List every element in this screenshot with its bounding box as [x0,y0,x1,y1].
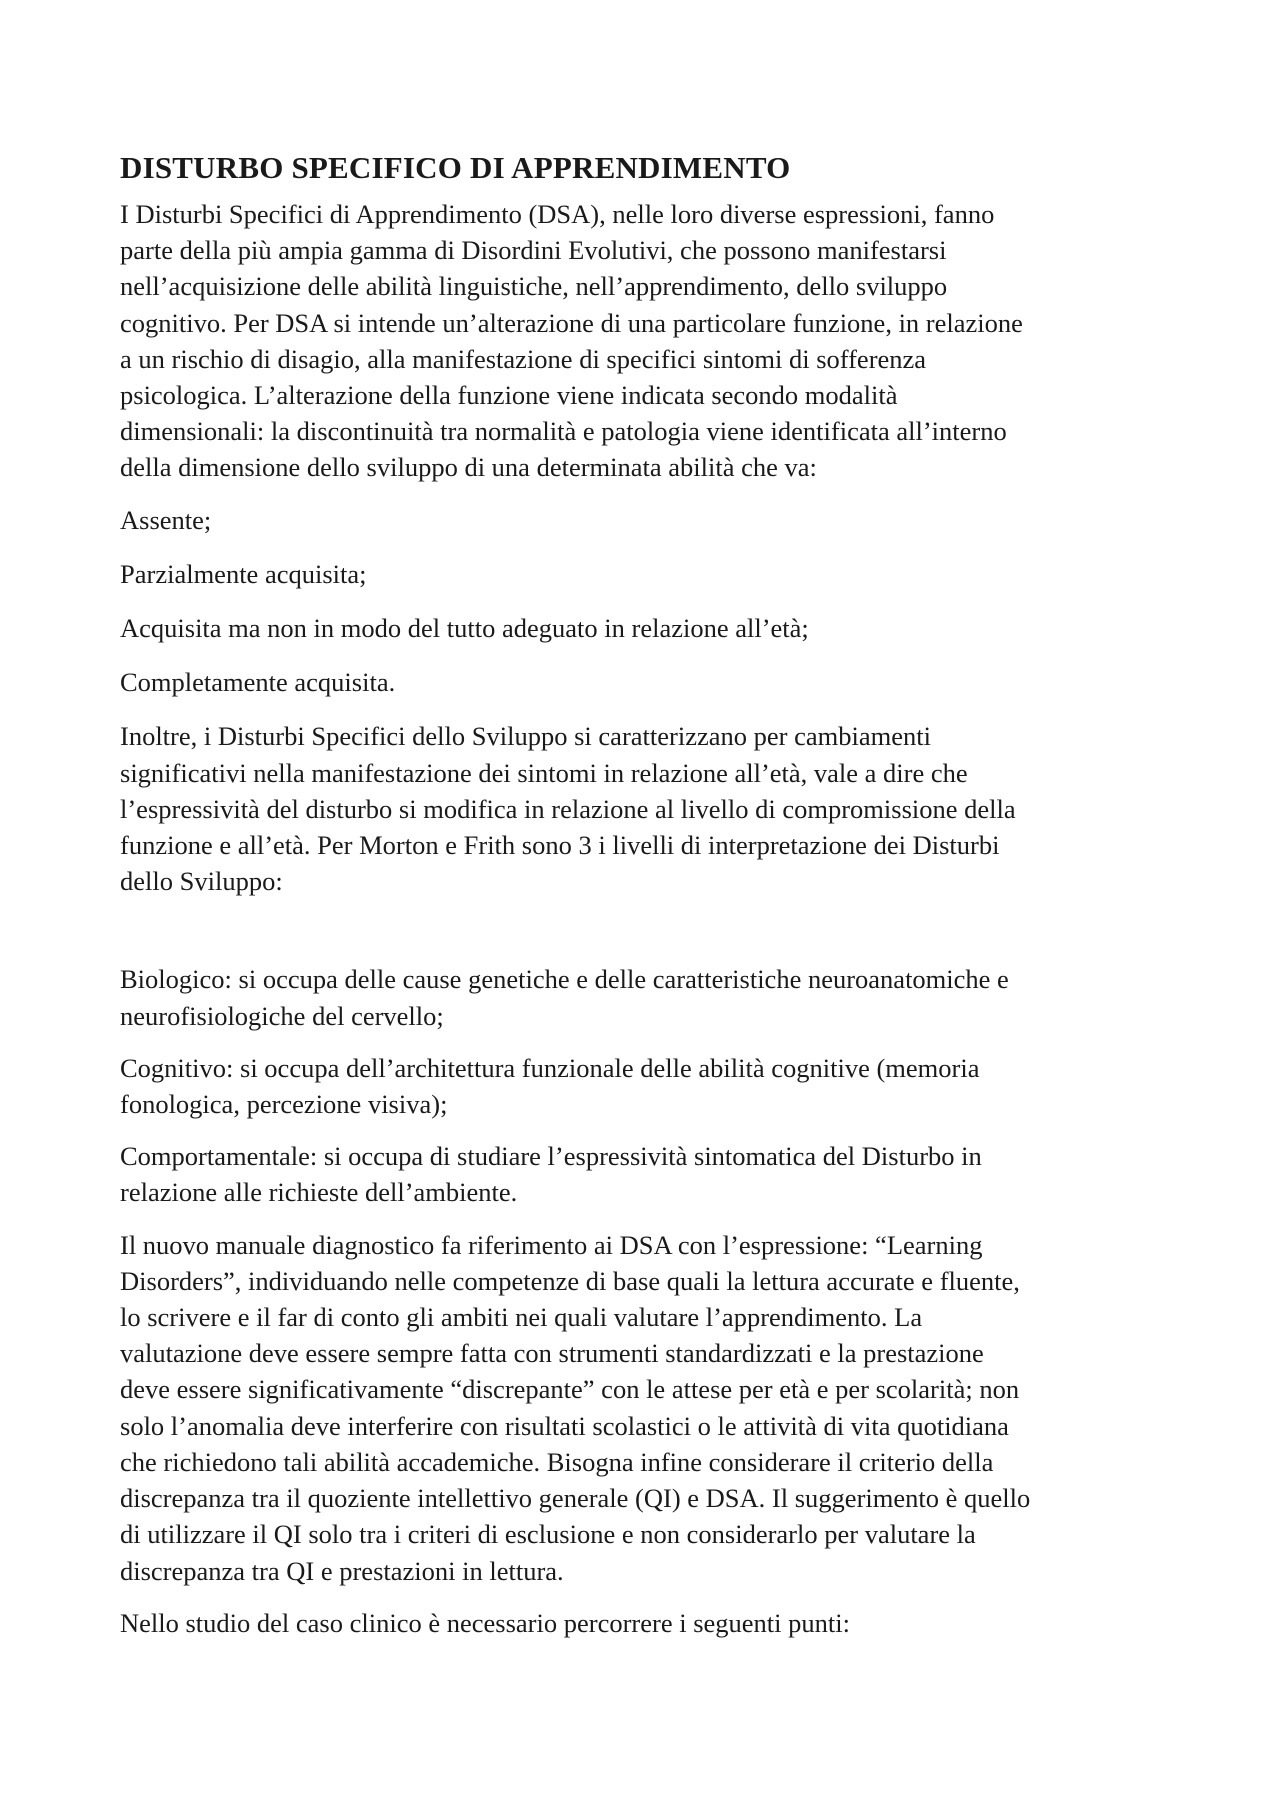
text-line: nell’acquisizione delle abilità linguistiche, nell’apprendimento, dello sviluppo [120,271,948,302]
text-line: Disorders”, individuando nelle competenze di base quali la lettura accurate e fluente, [120,1265,1020,1296]
text-line: deve essere significativamente “discrepante” con le attese per età e per scolarità; non [120,1374,1020,1405]
text-line: che richiedono tali abilità accademiche. Bisogna infine considerare il criterio della [120,1446,994,1477]
text-line: Biologico: si occupa delle cause genetiche e delle caratteristiche neuroanatomiche e [120,964,1009,995]
level-comportamentale [120,1138,1180,1210]
text-line: I Disturbi Specifici di Apprendimento (DSA), nelle loro diverse espressioni, fanno [120,199,995,229]
morton-frith-paragraph [120,718,1180,899]
intro-paragraph [120,196,1180,486]
document-title: DISTURBO SPECIFICO DI APPRENDIMENTO [120,150,791,185]
text-line: l’espressività del disturbo si modifica in relazione al livello di compromissione della [120,793,1016,824]
text-line: di utilizzare il QI solo tra i criteri di esclusione e non considerarlo per valutare la [120,1519,976,1550]
text-line: Il nuovo manuale diagnostico fa riferimento ai DSA con l’espressione: “Learning [120,1229,983,1260]
ability-level-item: Assente; [120,504,212,535]
text-line: dimensionali: la discontinuità tra normalità e patologia viene identificata all’interno [120,416,1007,447]
text-line: fonologica, percezione visiva); [120,1089,448,1120]
ability-level-item: Acquisita ma non in modo del tutto adeguato in relazione all’età; [120,613,809,644]
text-line: discrepanza tra QI e prestazioni in lettura. [120,1555,564,1586]
blank-spacer [120,915,1180,961]
text-line: a un rischio di disagio, alla manifestazione di specifici sintomi di sofferenza [120,343,927,374]
text-line: valutazione deve essere sempre fatta con strumenti standardizzati e la prestazione [120,1338,984,1369]
ability-level-item: Completamente acquisita. [120,667,396,698]
text-line: Cognitivo: si occupa dell’architettura funzionale delle abilità cognitive (memoria [120,1052,980,1083]
closing-paragraph: Nello studio del caso clinico è necessario percorrere i seguenti punti: [120,1607,850,1638]
text-line: solo l’anomalia deve interferire con risultati scolastici o le attività di vita quotidiana [120,1410,1009,1441]
text-line: Comportamentale: si occupa di studiare l’espressività sintomatica del Disturbo in [120,1141,982,1172]
text-line: neurofisiologiche del cervello; [120,1000,444,1031]
text-line: significativi nella manifestazione dei sintomi in relazione all’età, vale a dire che [120,757,968,788]
text-line: psicologica. L’alterazione della funzione viene indicata secondo modalità [120,380,898,411]
text-line: lo scrivere e il far di conto gli ambiti nei quali valutare l’apprendimento. La [120,1302,923,1333]
text-line: Inoltre, i Disturbi Specifici dello Sviluppo si caratterizzano per cambiamenti [120,721,931,752]
text-line: funzione e all’età. Per Morton e Frith sono 3 i livelli di interpretazione dei Disturbi [120,830,1000,861]
ability-level-item: Parzialmente acquisita; [120,558,367,589]
manual-paragraph [120,1227,1180,1589]
text-line: della dimensione dello sviluppo di una determinata abilità che va: [120,452,817,483]
document-page [120,148,1180,1657]
level-biologico [120,961,1180,1033]
text-line: relazione alle richieste dell’ambiente. [120,1177,518,1208]
text-line: parte della più ampia gamma di Disordini Evolutivi, che possono manifestarsi [120,235,947,266]
text-line: discrepanza tra il quoziente intellettivo generale (QI) e DSA. Il suggerimento è quello [120,1483,1031,1514]
text-line: cognitivo. Per DSA si intende un’alterazione di una particolare funzione, in relazione [120,307,1023,338]
level-cognitivo [120,1050,1180,1122]
text-line: dello Sviluppo: [120,866,283,897]
